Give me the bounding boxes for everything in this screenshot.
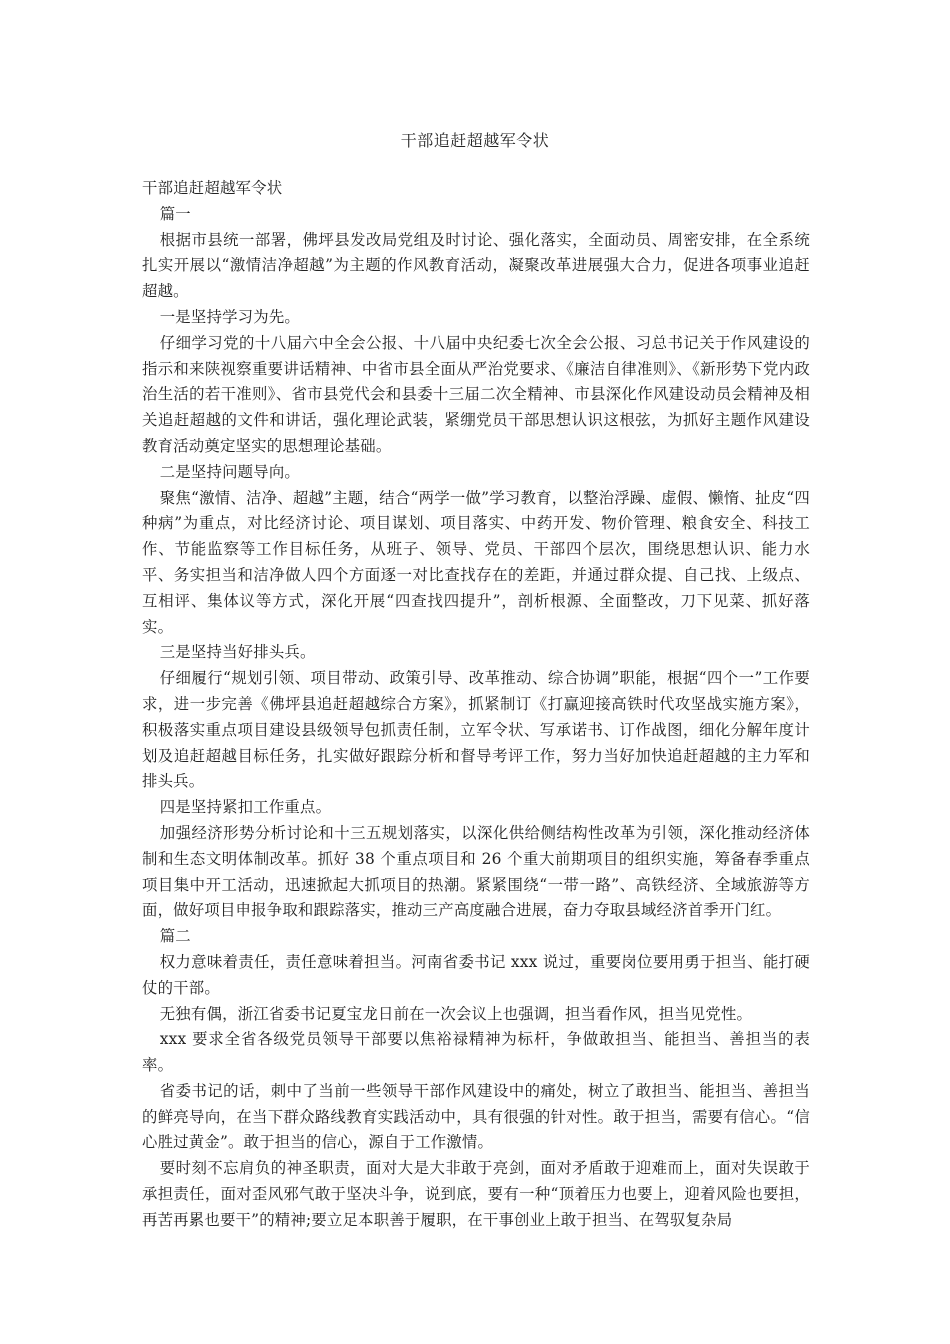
paragraph: 省委书记的话，刺中了当前一些领导干部作风建设中的痛处，树立了敢担当、能担当、善担当的鲜亮导向，在当下群众路线教育实践活动中，具有很强的针对性。敢于担当，需要有信心。“信心胜过黄金”。敢于担当的信心，源自于工作激情。 [142,1081,810,1152]
paragraph: xxx 要求全省各级党员领导干部要以焦裕禄精神为标杆，争做敢担当、能担当、善担当的表率。 [142,1030,810,1075]
paragraph: 根据市县统一部署，佛坪县发改局党组及时讨论、强化落实，全面动员、周密安排，在全系统扎实开展以“激情洁净超越”为主题的作风教育活动，凝聚改革进展强大合力，促进各项事业追赶超越。 [142,230,810,301]
paragraph: 二是坚持问题导向。 [159,462,301,481]
paragraph: 四是坚持紧扣工作重点。 [159,798,332,817]
paragraph: 篇二 [159,927,191,946]
paragraph: 权力意味着责任，责任意味着担当。河南省委书记 xxx 说过，重要岗位要用勇于担当、能打硬仗的干部。 [142,952,810,997]
paragraph: 仔细履行“规划引领、项目带动、政策引导、改革推动、综合协调”职能，根据“四个一”工作要求，进一步完善《佛坪县追赶超越综合方案》，抓紧制订《打赢迎接高铁时代攻坚战实施方案》，积极落实重点项目建设县级领导包抓责任制，立军令状、写承诺书、订作战图，细化分解年度计划及追赶超越目标任务，扎实做好跟踪分析和督导考评工作，努力当好加快追赶超越的主力军和排头兵。 [142,669,810,791]
document-title: 干部追赶超越军令状 [400,131,550,150]
paragraph: 要时刻不忘肩负的神圣职责，面对大是大非敢于亮剑，面对矛盾敢于迎难而上，面对失误敢于承担责任，面对歪风邪气敢于坚决斗争，说到底，要有一种“顶着压力也要上，迎着风险也要担，再苦再累也要干”的精神;要立足本职善于履职，在干事创业上敢于担当、在驾驭复杂局 [142,1159,810,1229]
paragraph: 无独有偶，浙江省委书记夏宝龙日前在一次会议上也强调，担当看作风，担当见党性。 [159,1004,753,1023]
paragraph: 聚焦“激情、洁净、超越”主题，结合“两学一做”学习教育，以整治浮躁、虚假、懒惰、扯皮“四种病”为重点，对比经济讨论、项目谋划、项目落实、中药开发、物价管理、粮食安全、科技工作、节能监察等工作目标任务，从班子、领导、党员、干部四个层次，围绕思想认识、能力水平、务实担当和洁净做人四个方面逐一对比查找存在的差距，并通过群众提、自己找、上级点、互相评、集体议等方式，深化开展“四查找四提升”，剖析根源、全面整改，刀下见菜、抓好落实。 [142,488,810,636]
paragraph: 干部追赶超越军令状 [142,179,283,197]
document-body [142,176,810,1234]
paragraph: 仔细学习党的十八届六中全会公报、十八届中央纪委七次全会公报、习总书记关于作风建设的指示和来陕视察重要讲话精神、中省市县全面从严治党要求、《廉洁自律准则》、《新形势下党内政治生活的若干准则》、省市县党代会和县委十三届二次全精神、市县深化作风建设动员会精神及相关追赶超越的文件和讲话，强化理论武装，紧绷党员干部思想认识这根弦，为抓好主题作风建设教育活动奠定坚实的思想理论基础。 [142,333,810,455]
paragraph: 一是坚持学习为先。 [159,307,301,326]
paragraph: 加强经济形势分析讨论和十三五规划落实，以深化供给侧结构性改革为引领，深化推动经济体制和生态文明体制改革。抓好 38 个重点项目和 26 个重大前期项目的组织实施，筹备春季重点项目集中开工活动，迅速掀起大抓项目的热潮。紧紧围绕“一带一路”、高铁经济、全域旅游等方面，做好项目申报争取和跟踪落实，推动三产高度融合进展，奋力夺取县域经济首季开门红。 [142,823,810,920]
paragraph: 三是坚持当好排头兵。 [159,643,316,662]
paragraph: 篇一 [159,204,191,223]
